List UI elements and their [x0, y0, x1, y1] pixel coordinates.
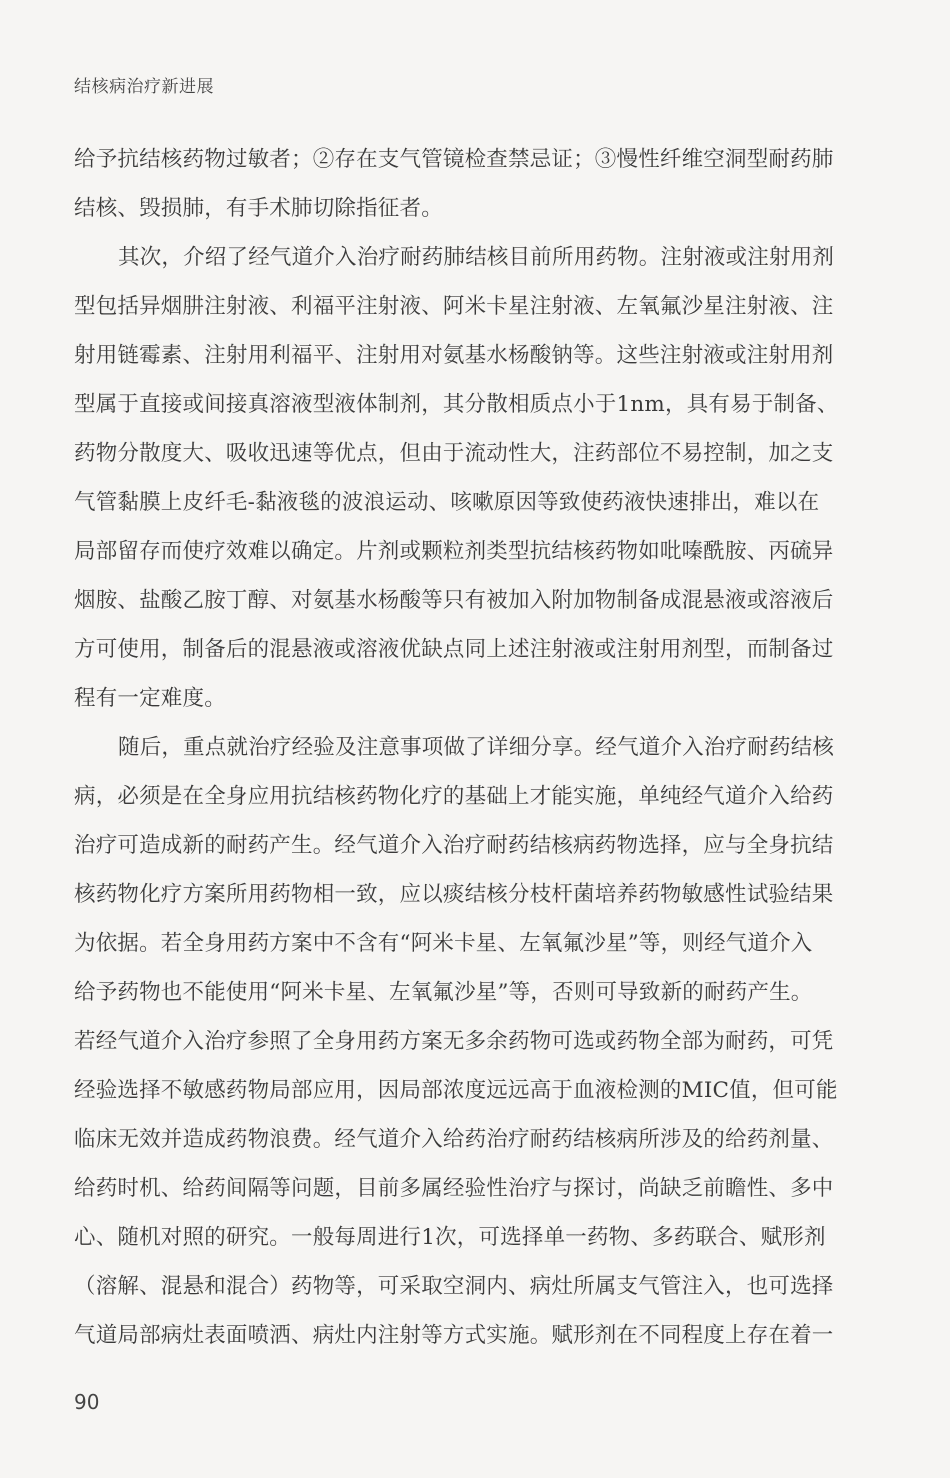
text-line: 随后，重点就治疗经验及注意事项做了详细分享。经气道介入治疗耐药结核 [118, 735, 835, 760]
text-line: 方可使用，制备后的混悬液或溶液优缺点同上述注射液或注射用剂型，而制备过 [74, 637, 834, 662]
text-line: 型属于直接或间接真溶液型液体制剂，其分散相质点小于1nm，具有易于制备、 [74, 392, 839, 417]
text-line: 药物分散度大、吸收迅速等优点，但由于流动性大，注药部位不易控制，加之支 [74, 441, 834, 466]
text-line: 局部留存而使疗效难以确定。片剂或颗粒剂类型抗结核药物如吡嗪酰胺、丙硫异 [74, 539, 834, 564]
text-line: 给予药物也不能使用“阿米卡星、左氧氟沙星”等，否则可导致新的耐药产生。 [74, 980, 813, 1005]
text-line: 若经气道介入治疗参照了全身用药方案无多余药物可选或药物全部为耐药，可凭 [74, 1029, 834, 1054]
text-line: 程有一定难度。 [74, 686, 226, 711]
text-line: 射用链霉素、注射用利福平、注射用对氨基水杨酸钠等。这些注射液或注射用剂 [74, 343, 834, 368]
text-line: 气管黏膜上皮纤毛-黏液毯的波浪运动、咳嗽原因等致使药液快速排出，难以在 [74, 490, 820, 515]
text-line: 治疗可造成新的耐药产生。经气道介入治疗耐药结核病药物选择，应与全身抗结 [74, 833, 834, 858]
text-line: （溶解、混悬和混合）药物等，可采取空洞内、病灶所属支气管注入，也可选择 [74, 1274, 834, 1299]
text-line: 型包括异烟肼注射液、利福平注射液、阿米卡星注射液、左氧氟沙星注射液、注 [74, 294, 834, 319]
text-line: 核药物化疗方案所用药物相一致，应以痰结核分枝杆菌培养药物敏感性试验结果 [74, 882, 834, 907]
text-line: 经验选择不敏感药物局部应用，因局部浓度远远高于血液检测的MIC值，但可能 [74, 1078, 838, 1103]
running-head: 结核病治疗新进展 [74, 77, 214, 97]
text-line: 结核、毁损肺，有手术肺切除指征者。 [74, 196, 443, 221]
text-line: 烟胺、盐酸乙胺丁醇、对氨基水杨酸等只有被加入附加物制备成混悬液或溶液后 [74, 588, 834, 613]
text-line: 气道局部病灶表面喷洒、病灶内注射等方式实施。赋形剂在不同程度上存在着一 [74, 1323, 834, 1348]
body-text [74, 135, 880, 1360]
text-line: 其次，介绍了经气道介入治疗耐药肺结核目前所用药物。注射液或注射用剂 [118, 245, 835, 270]
text-line: 心、随机对照的研究。一般每周进行1次，可选择单一药物、多药联合、赋形剂 [74, 1225, 826, 1250]
page-number: 90 [74, 1390, 100, 1414]
text-line: 给予抗结核药物过敏者；②存在支气管镜检查禁忌证；③慢性纤维空洞型耐药肺 [74, 147, 834, 172]
text-line: 为依据。若全身用药方案中不含有“阿米卡星、左氧氟沙星”等，则经气道介入 [74, 931, 813, 956]
text-line: 临床无效并造成药物浪费。经气道介入给药治疗耐药结核病所涉及的给药剂量、 [74, 1127, 834, 1152]
text-line: 病，必须是在全身应用抗结核药物化疗的基础上才能实施，单纯经气道介入给药 [74, 784, 834, 809]
text-line: 给药时机、给药间隔等问题，目前多属经验性治疗与探讨，尚缺乏前瞻性、多中 [74, 1176, 834, 1201]
